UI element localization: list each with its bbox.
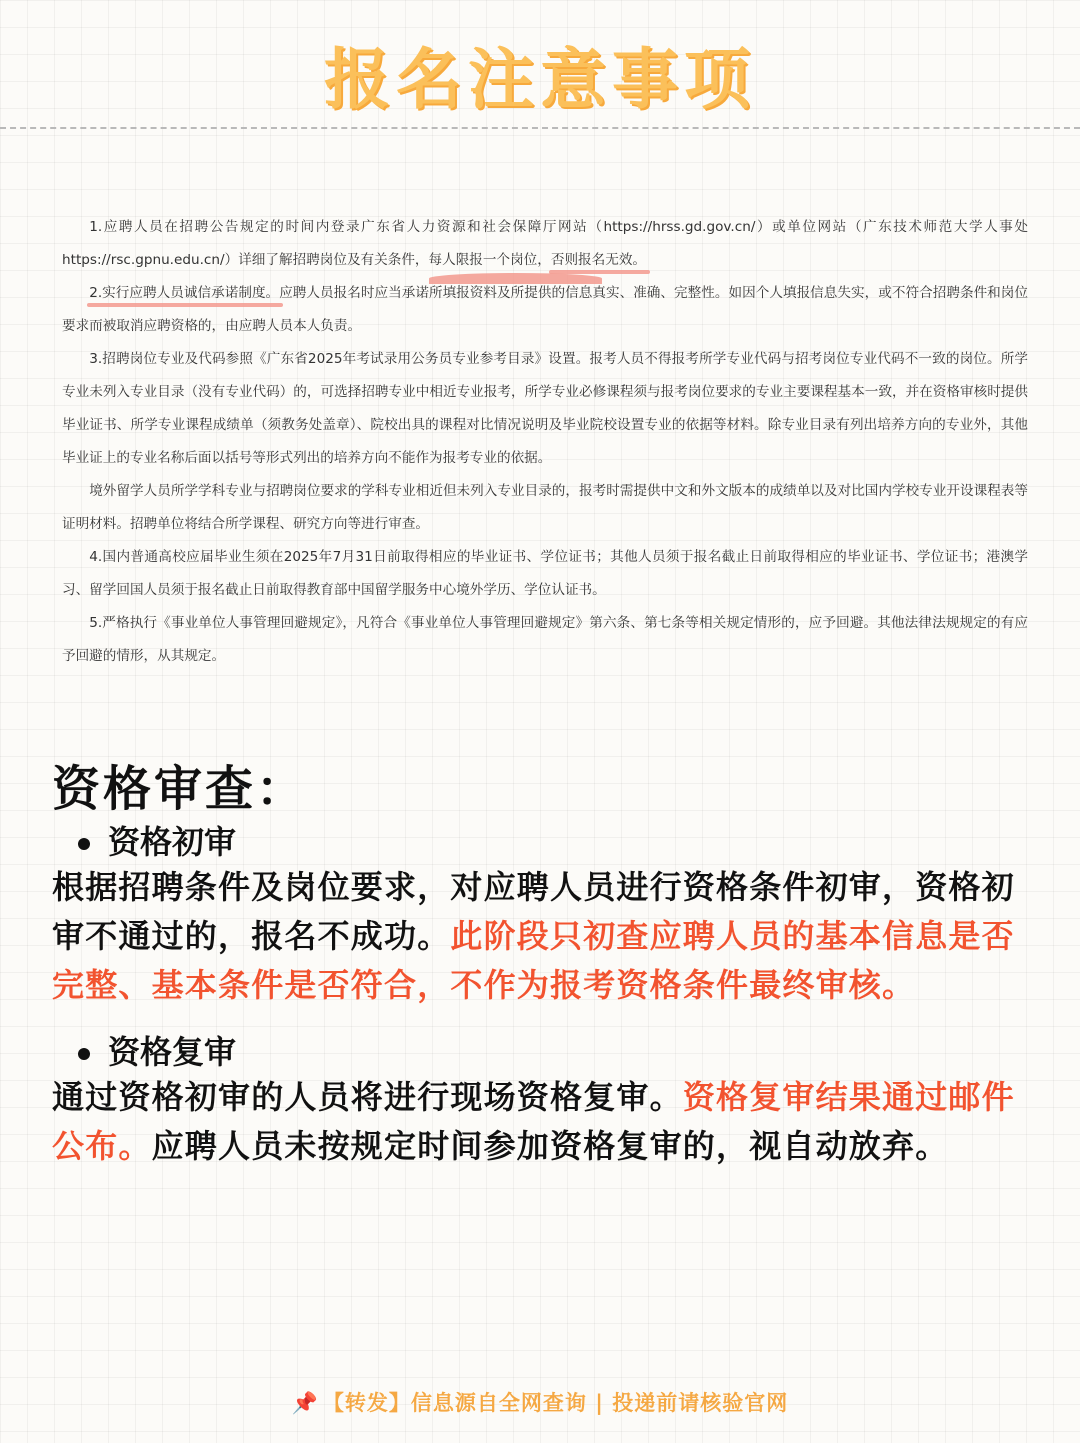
pushpin-icon: 📌 — [291, 1391, 319, 1415]
page-title: 报名注意事项 — [324, 41, 756, 118]
notice-item-5: 4.国内普通高校应届毕业生须在2025年7月31日前取得相应的毕业证书、学位证书；其他人员须于报名截止日前取得相应的毕业证书、学位证书；港澳学习、留学回国人员须于报名截止日前取得教育部中国留学服务中心境外学历、学位认证书。 — [62, 549, 1028, 598]
notice-item-1 — [62, 211, 1028, 277]
highlight-invalid: 否则报名无效。 — [550, 252, 647, 268]
bullet-initial-review — [78, 817, 236, 863]
notice-item-2 — [62, 277, 1028, 343]
notice-item-2-rest: 真实、准确、完整性。如因个人填报信息失实，或不符合招聘条件和岗位要求而被取消应聘资格的，由应聘人员本人负责。 — [62, 285, 1029, 334]
highlight-integrity: 2.实行应聘人员诚信承诺制度。 — [89, 285, 280, 301]
highlight-info: 所填报资料及所提供的信息 — [428, 285, 593, 301]
footer-note — [0, 1387, 1080, 1417]
footer-text: 【转发】信息源自全网查询 | 投递前请核验官网 — [322, 1391, 789, 1415]
initial-review-text: 根据招聘条件及岗位要求，对应聘人员进行资格条件初审，资格初审不通过的，报名不成功。此阶段只初查应聘人员的基本信息是否完整、基本条件是否符合，不作为报考资格条件最终审核。 — [52, 868, 1015, 1004]
dashed-divider — [0, 127, 1080, 129]
bullet-dot-icon — [78, 1048, 90, 1060]
initial-review-heading: 资格初审 — [108, 823, 237, 861]
notice-item-1-text: 1.应聘人员在招聘公告规定的时间内登录广东省人力资源和社会保障厅网站（https://hrss.gd.gov.cn/）或单位网站（广东技术师范大学人事处https://rsc.gpnu.edu.cn/）详细了解招聘岗位及有关条件，每人限报一个岗位， — [62, 219, 1028, 268]
notice-item-6: 5.严格执行《事业单位人事管理回避规定》，凡符合《事业单位人事管理回避规定》第六条、第七条等相关规定情形的，应予回避。其他法律法规规定的有应予回避的情形，从其规定。 — [62, 615, 1028, 664]
final-review-text: 通过资格初审的人员将进行现场资格复审。资格复审结果通过邮件公布。应聘人员未按规定时间参加资格复审的，视自动放弃。 — [52, 1078, 1015, 1165]
notice-excerpt — [62, 211, 1028, 673]
initial-review-highlight: 此阶段只初查应聘人员的基本信息是否完整、基本条件是否符合，不作为报考资格条件最终审核。 — [52, 917, 1015, 1004]
notice-item-2-mid: 应聘人员报名时应当承诺 — [279, 285, 429, 301]
bullet-final-review — [78, 1027, 236, 1073]
bullet-dot-icon — [78, 838, 90, 850]
final-review-highlight: 资格复审结果通过邮件公布。 — [52, 1078, 1015, 1165]
final-review-heading: 资格复审 — [108, 1033, 237, 1071]
notice-item-3: 3.招聘岗位专业及代码参照《广东省2025年考试录用公务员专业参考目录》设置。报考人员不得报考所学专业代码与招考岗位专业代码不一致的岗位。所学专业未列入专业目录（没有专业代码）的，可选择招聘专业中相近专业报考，所学专业必修课程须与报考岗位要求的专业主要课程基本一致，并在资格审核时提供毕业证书、所学专业课程成绩单（须教务处盖章）、院校出具的课程对比情况说明及毕业院校设置专业的依据等材料。除专业目录有列出培养方向的专业外，其他毕业证上的专业名称后面以括号等形式列出的培养方向不能作为报考专业的依据。 — [62, 351, 1028, 466]
section-title: 资格审查： — [52, 761, 308, 817]
notice-item-4: 境外留学人员所学学科专业与招聘岗位要求的学科专业相近但未列入专业目录的，报考时需提供中文和外文版本的成绩单以及对比国内学校专业开设课程表等证明材料。招聘单位将结合所学课程、研究方向等进行审查。 — [62, 483, 1028, 532]
